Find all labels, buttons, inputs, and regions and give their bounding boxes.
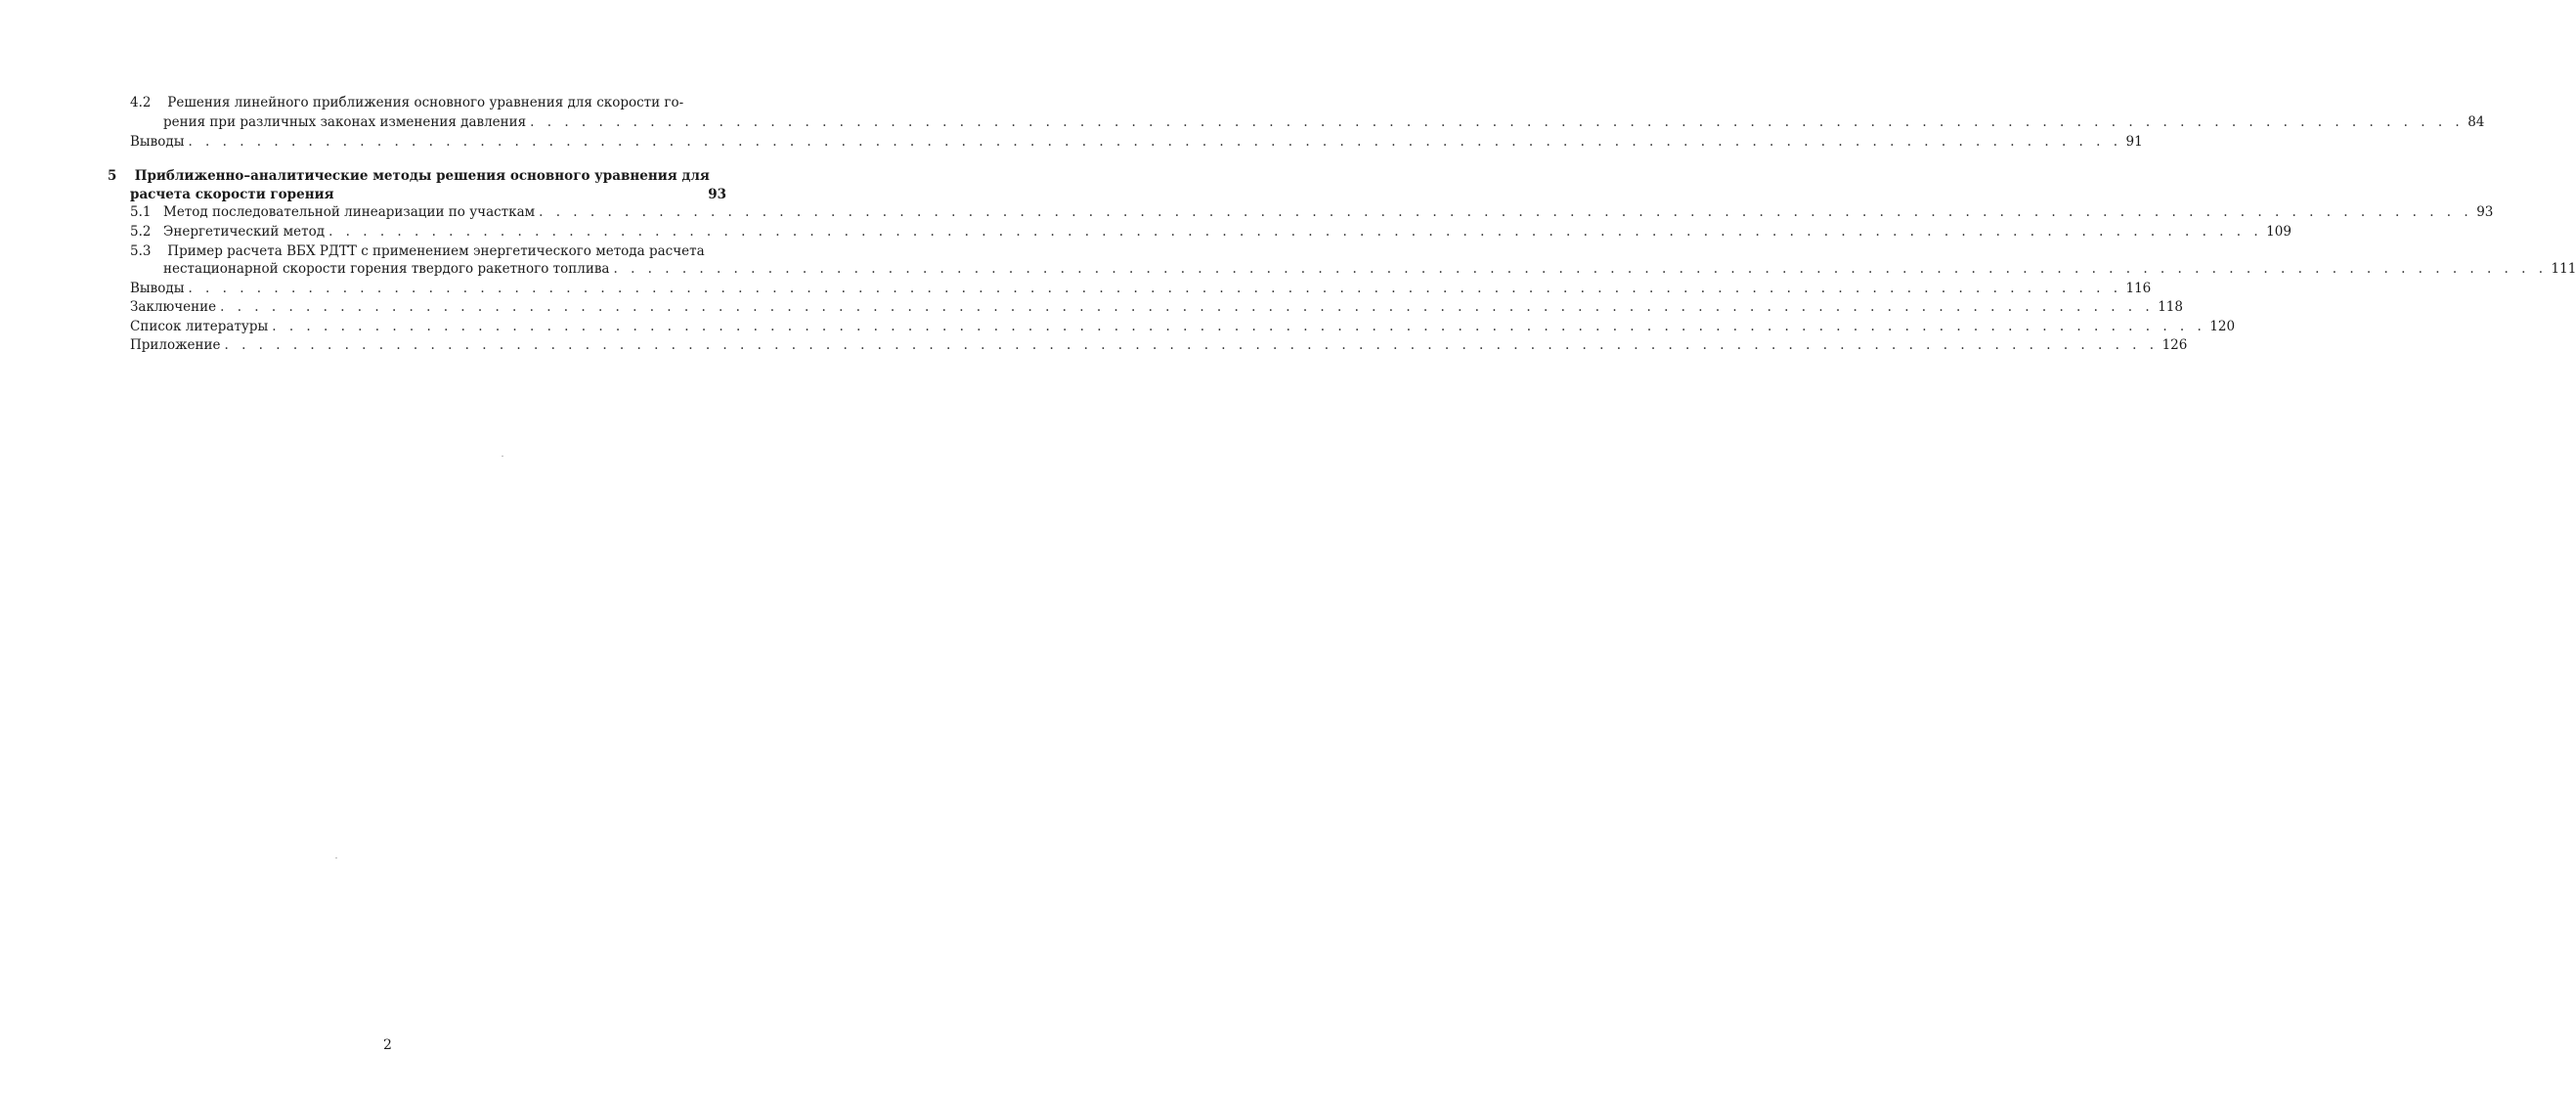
toc-page-number: 120 <box>2209 319 2236 334</box>
scan-speck <box>502 456 503 457</box>
toc-entry-title-line1: Пример расчета ВБХ РДТТ с применением энергетического метода расчета <box>167 243 705 259</box>
toc-chapter-title-line1: Приближенно–аналитические методы решения основного уравнения для <box>134 168 710 184</box>
toc-entry-ch4-conclusions[interactable] <box>130 133 2143 151</box>
toc-chapter-5[interactable] <box>108 166 726 186</box>
toc-leader-dots: . . . . . . . . . . . . . . . . . . . . . . . . . . . . . . . . . . . . . . . . . . . . . . . . . . . . . . . . . . . . . . . . . . . . . . . . . . . . . . . . . . . . . . . . . . . . . . . . . . . . . . . . . . . . . . . . . <box>224 337 2159 353</box>
toc-entry-number: 5.2 <box>130 224 152 240</box>
toc-entry-title: Список литературы <box>130 319 269 334</box>
toc-entry-4-2-continuation[interactable] <box>163 113 2485 131</box>
toc-leader-dots: . . . . . . . . . . . . . . . . . . . . . . . . . . . . . . . . . . . . . . . . . . . . . . . . . . . . . . . . . . . . . . . . . . . . . . . . . . . . . . . . . . . . . . . . . . . . . . . . . . . . . . . . . . . . . . . . . <box>188 281 2122 296</box>
toc-entry-title: Выводы <box>130 134 185 150</box>
toc-page-number: 93 <box>2476 204 2494 220</box>
toc-entry-title-line2: нестационарной скорости горения твердого ракетного топлива <box>163 261 610 277</box>
toc-page-number: 118 <box>2158 299 2183 315</box>
toc-entry-5-3[interactable] <box>130 242 726 260</box>
toc-leader-dots: . . . . . . . . . . . . . . . . . . . . . . . . . . . . . . . . . . . . . . . . . . . . . . . . . . . . . . . . . . . . . . . . . . . . . . . . . . . . . . . . . . . . . . . . . . . . . . . . . . . . . . . . . . . . . . . . . <box>188 134 2122 150</box>
toc-entry-number: 5.1 <box>130 204 152 220</box>
toc-entry-conclusion[interactable] <box>130 298 2183 316</box>
toc-chapter-title-line2: расчета скорости горения <box>130 187 334 202</box>
toc-page-number: 116 <box>2125 281 2152 296</box>
toc-leader-dots: . . . . . . . . . . . . . . . . . . . . . . . . . . . . . . . . . . . . . . . . . . . . . . . . . . . . . . . . . . . . . . . . . . . . . . . . . . . . . . . . . . . . . . . . . . . . . . . . . . . . . . . . . . . . . . . . . <box>613 261 2548 277</box>
toc-chapter-5-continuation[interactable] <box>130 185 726 204</box>
toc-leader-dots: . . . . . . . . . . . . . . . . . . . . . . . . . . . . . . . . . . . . . . . . . . . . . . . . . . . . . . . . . . . . . . . . . . . . . . . . . . . . . . . . . . . . . . . . . . . . . . . . . . . . . . . . . . . . . . . . . <box>530 114 2465 130</box>
toc-page-number: 109 <box>2266 224 2292 240</box>
toc-entry-5-1[interactable] <box>130 203 2494 221</box>
toc-entry-appendix[interactable] <box>130 336 2188 354</box>
page-number: 2 <box>383 1037 392 1053</box>
toc-page-number: 126 <box>2161 337 2188 353</box>
toc-page-number: 111 <box>2551 261 2576 277</box>
toc-entry-4-2[interactable] <box>130 94 726 111</box>
toc-entry-5-3-continuation[interactable] <box>163 260 2576 278</box>
toc-entry-title: Приложение <box>130 337 221 353</box>
toc-entry-title: Метод последовательной линеаризации по участкам <box>163 204 536 220</box>
toc-entry-ch5-conclusions[interactable] <box>130 280 2152 297</box>
toc-page-number: 91 <box>2125 134 2143 150</box>
toc-leader-dots: . . . . . . . . . . . . . . . . . . . . . . . . . . . . . . . . . . . . . . . . . . . . . . . . . . . . . . . . . . . . . . . . . . . . . . . . . . . . . . . . . . . . . . . . . . . . . . . . . . . . . . . . . . . . . . . . . <box>272 319 2206 334</box>
toc-entry-title-line1: Решения линейного приближения основного уравнения для скорости го- <box>167 95 684 110</box>
toc-entry-title-line2: рения при различных законах изменения давления <box>163 114 527 130</box>
toc-page-number: 84 <box>2467 114 2485 130</box>
toc-entry-title: Заключение <box>130 299 217 315</box>
scan-speck <box>335 857 337 858</box>
toc-entry-references[interactable] <box>130 318 2236 335</box>
toc-leader-dots: . . . . . . . . . . . . . . . . . . . . . . . . . . . . . . . . . . . . . . . . . . . . . . . . . . . . . . . . . . . . . . . . . . . . . . . . . . . . . . . . . . . . . . . . . . . . . . . . . . . . . . . . . . . . . . . . . <box>328 224 2263 240</box>
toc-entry-title: Энергетический метод <box>163 224 326 240</box>
toc-entry-number: 5.3 <box>130 243 152 259</box>
toc-entry-title: Выводы <box>130 281 185 296</box>
toc-entry-5-2[interactable] <box>130 223 2292 241</box>
toc-chapter-number: 5 <box>108 168 117 184</box>
toc-leader-dots: . . . . . . . . . . . . . . . . . . . . . . . . . . . . . . . . . . . . . . . . . . . . . . . . . . . . . . . . . . . . . . . . . . . . . . . . . . . . . . . . . . . . . . . . . . . . . . . . . . . . . . . . . . . . . . . . . <box>539 204 2473 220</box>
toc-chapter-page-number: 93 <box>708 187 726 202</box>
toc-leader-dots: . . . . . . . . . . . . . . . . . . . . . . . . . . . . . . . . . . . . . . . . . . . . . . . . . . . . . . . . . . . . . . . . . . . . . . . . . . . . . . . . . . . . . . . . . . . . . . . . . . . . . . . . . . . . . . . . . <box>220 299 2155 315</box>
toc-entry-number: 4.2 <box>130 95 152 110</box>
